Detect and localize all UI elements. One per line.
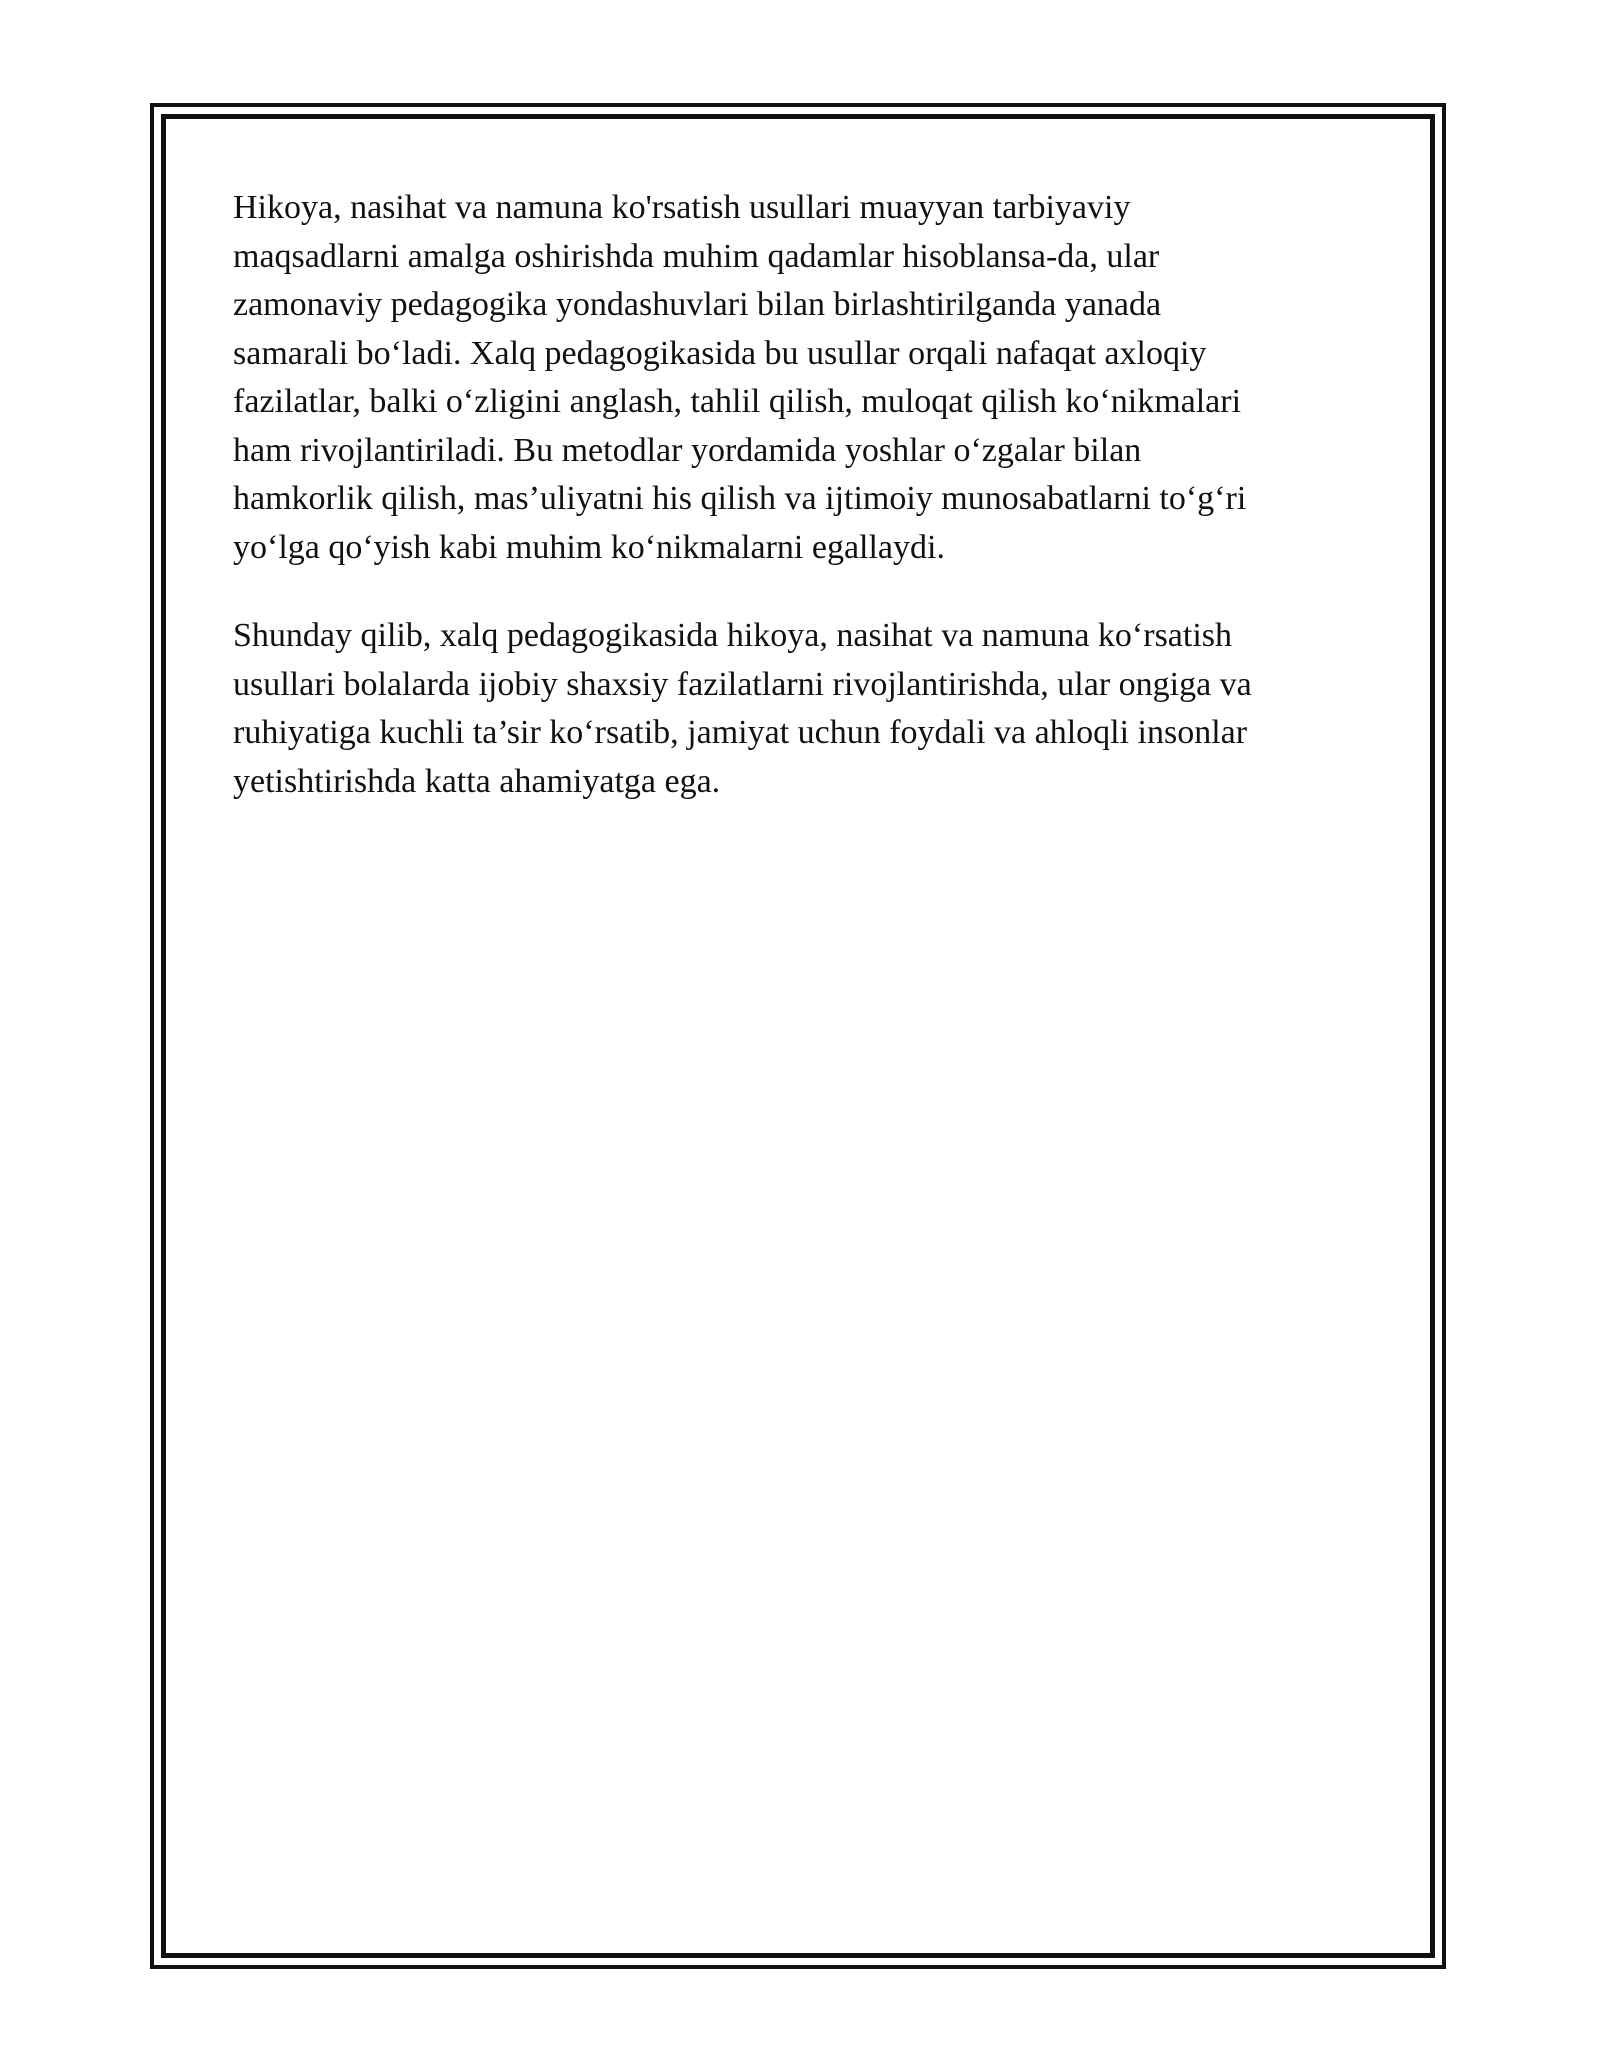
text-line: zamonaviy pedagogika yondashuvlari bilan birlashtirilganda yanada bbox=[233, 286, 1162, 323]
text-line: maqsadlarni amalga oshirishda muhim qadamlar hisoblansa-da, ular bbox=[233, 237, 1160, 275]
text-line: hamkorlik qilish, mas’uliyatni his qilish va ijtimoiy munosabatlarni to‘g‘ri bbox=[233, 480, 1247, 517]
text-line: samarali bo‘ladi. Xalq pedagogikasida bu usullar orqali nafaqat axloqiy bbox=[233, 334, 1207, 372]
text-line: Hikoya, nasihat va namuna ko'rsatish usullari muayyan tarbiyaviy bbox=[233, 189, 1131, 226]
text-line: usullari bolalarda ijobiy shaxsiy fazilatlarni rivojlantirishda, ular ongiga va bbox=[233, 665, 1252, 703]
paragraph-2 bbox=[233, 612, 1353, 806]
text-line: ruhiyatiga kuchli ta’sir ko‘rsatib, jamiyat uchun foydali va ahloqli insonlar bbox=[233, 714, 1248, 751]
paragraph-1 bbox=[233, 184, 1353, 572]
text-line: Shunday qilib, xalq pedagogikasida hikoya, nasihat va namuna ko‘rsatish bbox=[233, 617, 1233, 654]
text-line: fazilatlar, balki o‘zligini anglash, tahlil qilish, muloqat qilish ko‘nikmalari bbox=[233, 383, 1242, 420]
text-line: yo‘lga qo‘yish kabi muhim ko‘nikmalarni egallaydi. bbox=[233, 528, 945, 566]
document-body bbox=[233, 184, 1353, 806]
text-line: ham rivojlantiriladi. Bu metodlar yordamida yoshlar o‘zgalar bilan bbox=[233, 431, 1142, 469]
text-line: yetishtirishda katta ahamiyatga ega. bbox=[233, 762, 721, 800]
